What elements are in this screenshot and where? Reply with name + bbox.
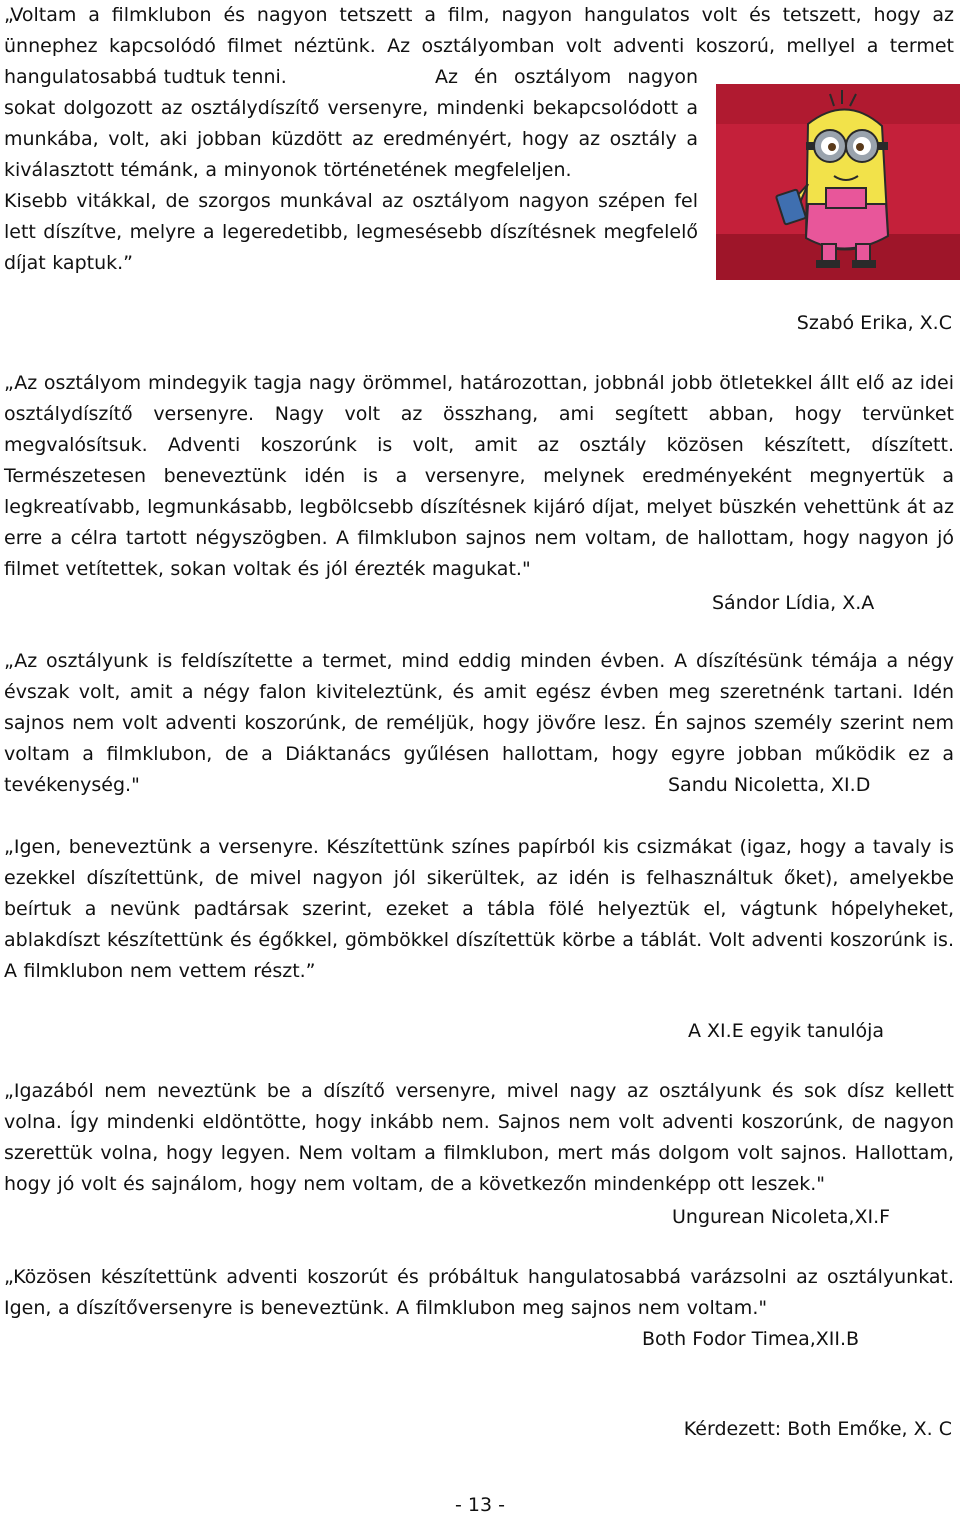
paragraph-1-intro: „Voltam a filmklubon és nagyon tetszett a film, nagyon hangulatos volt és tetszett, hogy az ünnephez kapcsolódó filmet néztünk. Az osztályomban volt adventi koszorú, mellyel a termet hangulatosabbá tudtuk tenni. (4, 4, 954, 88)
minion-illustration-icon (716, 84, 960, 280)
paragraph-1-tail: Kisebb vitákkal, de szorgos munkával az osztályom nagyon szépen fel lett díszítve, melyre a legeredetibb, legmesésebb díszítésnek megfelelő díjat kaptuk.” (4, 190, 698, 274)
signature-5: Ungurean Nicoleta,XI.F (672, 1206, 891, 1228)
signature-4: A XI.E egyik tanulója (688, 1020, 885, 1042)
paragraph-4: „Igen, beneveztünk a versenyre. Készítettünk színes papírból kis csizmákat (igaz, hogy a tavaly is ezekkel díszítettünk, de mivel nagyon jól sikerültek, az idén is felhasználtuk őket), amelyekbe beírtuk a nevünk padtársak szerint, ezeket a tábla fölé helyeztük el, vágtunk hópelyheket, ablakdíszt készítettünk és égőkkel, gömbökkel díszítettük körbe a táblát. Volt adventi koszorúnk is. A filmklubon nem vettem részt.” (4, 836, 954, 982)
signature-3: Sandu Nicoletta, XI.D (668, 774, 871, 796)
page-number: - 13 - (455, 1494, 505, 1516)
minion-photo (716, 84, 960, 280)
paragraph-5: „Igazából nem neveztünk be a díszítő versenyre, mivel nagy az osztályunk és sok dísz kellett volna. Így mindenki eldöntötte, hogy inkább nem. Sajnos nem volt adventi koszorúnk, de nagyon szerettük volna, hogy legyen. Nem voltam a filmklubon, mert más dolgom volt sajnos. Hallottam, hogy jó volt és sajnálom, hogy nem voltam, de a következőn mindenképp ott leszek." (4, 1080, 954, 1195)
paragraph-2: „Az osztályom mindegyik tagja nagy örömmel, határozottan, jobbnál jobb ötletekkel állt elő az idei osztálydíszítő versenyre. Nagy volt az összhang, ami segített abban, hogy tervünket megvalósítsuk. Adventi koszorúnk is volt, amit az osztály közösen készített, díszített. Természetesen beneveztünk idén is a versenyre, melynek eredményeként megnyertük a legkreatívabb, legmunkásabb, legbölcsebb díszítésnek kijáró díjat, melyet büszkén vehettünk át az erre a célra tartott négyszögben. A filmklubon sajnos nem voltam, de hallottam, hogy nagyon jó filmet vetítettek, sokan voltak és jól érezték magukat." (4, 372, 954, 580)
interviewer-credit: Kérdezett: Both Emőke, X. C (683, 1418, 952, 1440)
paragraph-1-middle: Az én osztályom nagyon sokat dolgozott az osztálydíszítő versenyre, mindenki bekapcsolódott a munkába, volt, aki jobban küzdött az eredményért, hogy az osztály a kiválasztott témánk, a minyonok történetének megfeleljen. (4, 66, 698, 181)
paragraph-6: „Közösen készítettünk adventi koszorút és próbáltuk hangulatosabbá varázsolni az osztályunkat. Igen, a díszítőversenyre is beneveztünk. A filmklubon meg sajnos nem voltam." (4, 1266, 954, 1319)
paragraph-3: „Az osztályunk is feldíszítette a termet, mind eddig minden évben. A díszítésünk témája a négy évszak volt, amit a négy falon kiviteleztünk, és amit egész évben meg szeretnénk tartani. Idén sajnos nem volt adventi koszorúnk, de reméljük, hogy jövőre lesz. Én sajnos személy szerint nem voltam a filmklubon, de a Diáktanács gyűlésen hallottam, hogy egyre jobban működik ez a tevékenység." (4, 650, 954, 796)
signature-6: Both Fodor Timea,XII.B (642, 1328, 860, 1350)
signature-1: Szabó Erika, X.C (796, 312, 952, 334)
signature-2: Sándor Lídia, X.A (712, 592, 875, 614)
